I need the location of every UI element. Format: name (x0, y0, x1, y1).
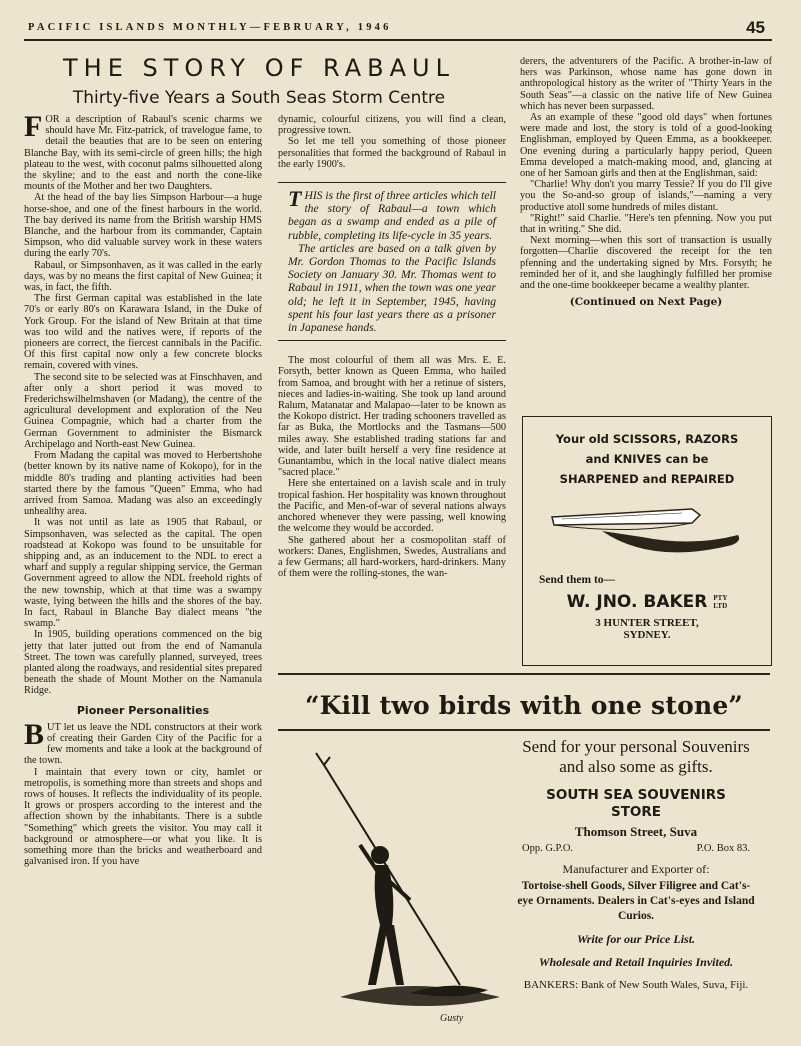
paragraph: Next morning—when this sort of transaction is usually forgotten—Charlie discovered the receipt for the ten pfenning and the undertaking signed by Mrs. Forsyth; he reminded her of it, and she laughingly fulfilled her promise and the one-time bookkeeper became a wealthy planter. (520, 235, 772, 292)
column-2 (278, 114, 506, 579)
paragraph: dynamic, colourful citizens, you will find a clean, progressive town. (278, 114, 506, 137)
store-name: SOUTH SEA SOUVENIRS STORE (546, 787, 726, 820)
illustrator-signature: Gusty (440, 1013, 464, 1024)
advertiser-name: W. JNO. BAKER PTY LTD (566, 592, 728, 612)
paragraph: At the head of the bay lies Simpson Harbour—a huge horse-shoe, and one of the finest harbours in the world. The bay derived its name from the British warship HMS Blanche, and the harbour from its commander, Captain Simpson, who did valuable survey work in these waters during the early 70's. (24, 192, 262, 260)
drop-cap: B (24, 717, 45, 751)
ad-line: Your old SCISSORS, RAZORS and KNIVES can be SHARPENED and REPAIRED (555, 432, 739, 486)
page-number: 45 (746, 18, 765, 37)
article-title: THE STORY OF RABAUL (63, 54, 455, 82)
razor-illustration (542, 495, 752, 565)
paragraph: I maintain that every town or city, hamlet or metropolis, is something more than streets and shops and rows of houses. It reflects the individuality of its people. It grows or prospers according to the interest and the affection shown by the inhabitants. There is a subtle "Something" which greets the visitor. You may call it background or atmosphere—or what you like. It is something more than the bricks and weatherboard and galvanised iron. If you have (24, 766, 262, 868)
column-1 (24, 110, 262, 868)
ad-headline: “Kill two birds with one stone” (304, 691, 744, 720)
send-to: Send them to— (539, 574, 616, 586)
section-heading: Pioneer Personalities (76, 703, 210, 717)
price-list-line: Write for our Price List. (576, 932, 696, 946)
paragraph: The second site to be selected was at Finschhaven, and after only a short period it was moved to Frederichswilhelmshaven (or Madang), the centre of the agricultural development and exploration of the Neu Guinea Compagnie, which had a charter from the German Government to administer the Bismarck Archipelago and North-east New Guinea. (24, 371, 262, 450)
header-rule (24, 39, 772, 41)
store-contact: Opp. G.P.O. P.O. Box 83. (522, 843, 750, 854)
store-address: Thomson Street, Suva (574, 824, 698, 839)
article-subtitle: Thirty-five Years a South Seas Storm Centre (72, 88, 446, 108)
wholesale-line: Wholesale and Retail Inquiries Invited. (538, 955, 734, 969)
intro-paragraph: The articles are based on a talk given by Mr. Gordon Thomas to the Pacific Islands Society on January 30. Mr. Thomas went to Rabaul in 1911, when the town was one year old; he left it in September, 1945, having spent his four last years there as a prisoner in Japanese hands. (288, 241, 496, 335)
paragraph: She gathered about her a cosmopolitan staff of workers: Danes, Englishmen, Swedes, Australians and a few Germans; all hard-workers, hard-drinkers. Many of them were the rolling-stones, the wan- (278, 534, 506, 580)
ad-souvenirs (278, 673, 770, 1037)
spear-fisher-illustration (310, 735, 510, 1025)
continued-note: (Continued on Next Page) (569, 296, 723, 309)
ad-souvenirs-copy (514, 737, 758, 992)
paragraph: So let me tell you something of those pioneer personalities that formed the background of Rabaul in the early 1900's. (278, 136, 506, 170)
paragraph: Rabaul, or Simpsonhaven, as it was called in the early days, was by no means the first capital of New Guinea; it was, in fact, the fifth. (24, 259, 262, 294)
paragraph: As an example of these "good old days" when fortunes were made and lost, the story is told of a good-looking Englishman, employed by Queen Emma, as a bookkeeper. One evening during a particularly happy period, Queen Emma developed a match-making mood, and, glancing at one of her Samoan girls and then at the Englishman, said: (520, 112, 772, 180)
manufacturer-line: Manufacturer and Exporter of: (562, 862, 710, 876)
paragraph: Here she entertained on a lavish scale and in truly tropical fashion. Her hospitality was known throughout the Pacific, and Men-of-war of several nations always anchored whenever they were passing, well knowing the welcome they would be accorded. (278, 478, 506, 535)
paragraph: FOR a description of Rabaul's scenic charms we should have Mr. Fitz-patrick, of travelogue fame, to detail the beauties that are to be seen on entering Blanche Bay, with its semi-circle of green hills; the high plateau to the west, with coconut palms silhouetted along the skyline; and to the east and north the cone-like mounts of the Mother and her two Daughters. (24, 110, 262, 193)
goods-list: Tortoise-shell Goods, Silver Filigree and Cat's-eye Ornaments. Dealers in Cat's-eyes and Island Curios. (517, 880, 755, 922)
drop-cap: T (288, 186, 302, 212)
paragraph: "Right!" said Charlie. "Here's ten pfenning. Now you put that in writing." She did. (520, 212, 772, 236)
ad-rule (278, 729, 770, 731)
ad-scissors (522, 416, 772, 666)
intro-paragraph: THIS is the first of three articles which tell the story of Rabaul—a town which began as a swamp and ended as a pile of rubble, completing its life-cycle in 35 years. (288, 186, 496, 242)
send-line: Send for your personal Souvenirs and also some as gifts. (522, 737, 750, 776)
running-head: PACIFIC ISLANDS MONTHLY—FEBRUARY, 1946 (28, 22, 392, 33)
paragraph: BUT let us leave the NDL constructors at their work of creating their Garden City of the Pacific for a few moments and take a look at the background of the town. (24, 717, 262, 767)
intro-box (278, 182, 506, 341)
paragraph: derers, the adventurers of the Pacific. A brother-in-law of hers was Parkinson, whose name has gone down in anthropological history as the writer of "Thirty Years in the South Seas"—a classic on the native life of New Guinea which has never been surpassed. (520, 56, 772, 112)
paragraph: In 1905, building operations commenced on the big jetty that later jutted out from the end of Namanula Street. The town was carefully planned, surveyed, trees planted along the roadways, and residential sites prepared beneath the shade of Mount Mother on the Namanula Ridge. (24, 629, 262, 697)
paragraph: It was not until as late as 1905 that Rabaul, or Simpsonhaven, was selected as the capital. The open roadstead at Kokopo was found to be unsuitable for shipping and, as an inducement to the NDL to erect a wharf and supply a regular shipping service, the German Government agreed to allow the NDL freehold rights of the new township, which at that time was a swampy waste, lying between the hills and the shores of the bay. In fact, Rabaul in Blanche Bay dialect means "the swamp." (24, 517, 262, 630)
bankers-line: BANKERS: Bank of New South Wales, Suva, Fiji. (523, 979, 749, 991)
column-3 (520, 56, 772, 308)
paragraph: "Charlie! Why don't you marry Tessie? If you do I'll give you the So-and-so group of islands,"—naming a very productive atoll some hundreds of miles distant. (520, 179, 772, 213)
ad-city: SYDNEY. (623, 629, 671, 641)
ad-street: 3 HUNTER STREET, (595, 617, 699, 629)
paragraph: The first German capital was established in the late 70's or early 80's on Karawara Island, in the Duke of York Group. For the island of New Britain at that time was too wild and the natives were, if reports of the pioneers are correct, the fiercest cannibals in the Pacific. Of this first capital now only a few concrete blocks remain, covered with vines. (24, 293, 262, 372)
drop-cap: F (24, 110, 43, 143)
paragraph: From Madang the capital was moved to Herbertshohe (better known by its native name of Kokopo), for in the middle 80's trading and planting activities had been started there by the famous "Queen" Emma, who had arrived from Samoa. Madang was also an exceedingly unhealthy area. (24, 450, 262, 518)
paragraph: The most colourful of them all was Mrs. E. E. Forsyth, better known as Queen Emma, who hailed from Samoa, and brought with her a retinue of sisters, nieces and ladies-in-waiting. She took up land around Ralum, Matanatar and Malapao—later to be known as the Kokopo district. Her trading schooners travelled as far as Buka, the Mortlocks and the Tasmans—500 miles away. She established trading stations far and wide, and later built herself a very fine residence at Gunantambu, which in the local native dialect means "sacred place." (278, 355, 506, 479)
